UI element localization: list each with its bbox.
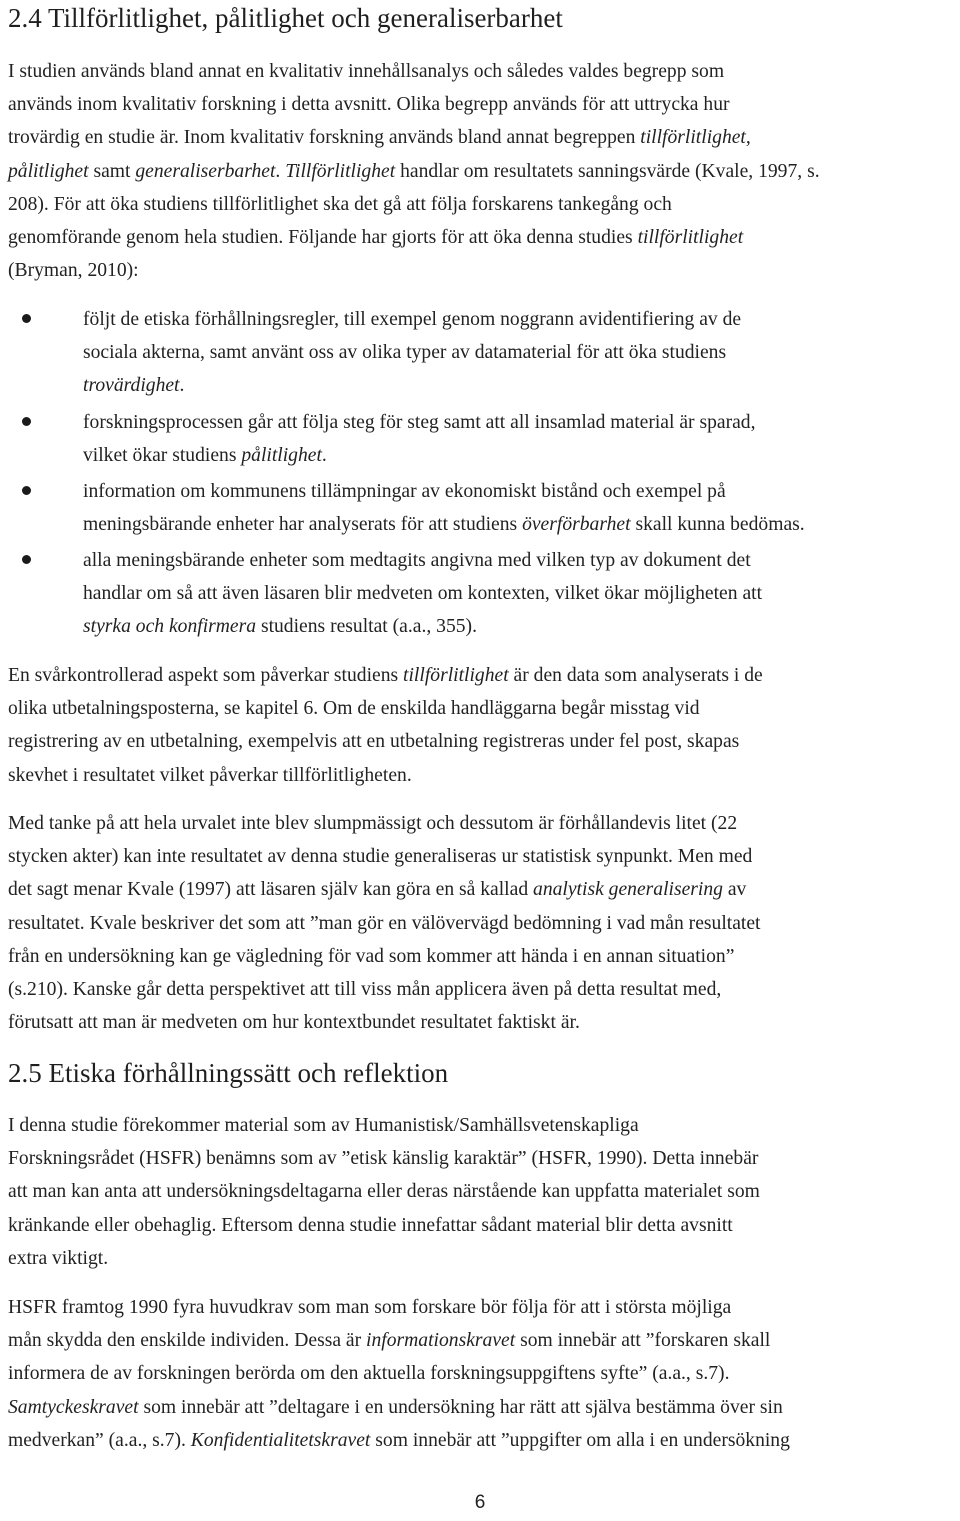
paragraph-reliability-intro: I studien används bland annat en kvalitativ innehållsanalys och således valdes begrepp som används inom kvalitativ forskning i detta avsnitt. Olika begrepp används för att uttrycka hur trovärdig en studie är. Inom kvalitativ forskning används bland annat begreppen tillförlitlighet, pålitlighet samt generaliserbarhet. Tillförlitlighet handlar om resultatets sanningsvärde (Kvale, 1997, s. 208). För att öka studiens tillförlitlighet ska det gå att följa forskarens tankegång och genomförande genom hela studien. Följande har gjorts för att öka denna studies tillförlitlighet (Bryman, 2010): <box>8 61 820 282</box>
paragraph-hard-to-control-aspect: En svårkontrollerad aspekt som påverkar studiens tillförlitlighet är den data som analyserats i de olika utbetalningsposterna, se kapitel 6. Om de enskilda handläggarna begår misstag vid registrering av en utbetalning, exempelvis att en utbetalning registreras under fel post, skapas skevhet i resultatet vilket påverkar tillförlitligheten. <box>8 665 763 786</box>
bullet-icon <box>22 555 31 564</box>
bullet-icon <box>22 417 31 426</box>
document-page: 2.4 Tillförlitlighet, pålitlighet och generaliserbarhet I studien används bland annat en kvalitativ innehållsanalys och således valdes begrepp som används inom kvalitativ forskning i detta avsnitt. Olika begrepp används för att uttrycka hur trovärdig en studie är. Inom kvalitativ forskning används bland annat begreppen tillförlitlighet, pålitlighet samt generaliserbarhet. Tillförlitlighet handlar om resultatets sanningsvärde (Kvale, 1997, s. 208). För att öka studiens tillförlitlighet ska det gå att följa forskarens tankegång och genomförande genom hela studien. Följande har gjorts för att öka denna studies tillförlitlighet (Bryman, 2010): följt de etiska förhållningsregler, till exempel genom noggrann avidentifiering av de sociala akterna, samt använt oss av olika typer av datamaterial för att öka studiens trovärdighet. forskningsprocessen går att följa steg för steg samt att all insamlad material är sparad, vilket ökar studiens pålitlighet. information om kommunens tillämpningar av ekonomiskt bistånd och exempel på meningsbärande enheter har analyserats för att studiens överförbarhet skall kunna bedömas. alla meningsbärande enheter som medtagits angivna med vilken typ av dokument det handlar om så att även läsaren blir medveten om kontexten, vilket ökar möjligheten att styrka och konfirmera studiens resultat (a.a., 355). En svårkontrollerad aspekt som påverkar studiens tillförlitlighet är den data som analyserats i de olika utbetalningsposterna, se kapitel 6. Om de enskilda handläggarna begår misstag vid registrering av en utbetalning, exempelvis att en utbetalning registreras under fel post, skapas skevhet i resultatet vilket påverkar tillförlitligheten. Med tanke på att hela urvalet inte blev slumpmässigt och dessutom är förhållandevis litet (22 stycken akter) kan inte resultatet av denna studie generaliseras ur statistisk synpunkt. Men med det sagt menar Kvale (1997) att läsaren själv kan göra en så kallad analytisk generalisering av resultatet. Kvale beskriver det som att ”man gör en välövervägd bedömning i vad mån resultatet från en undersökning kan ge vägledning för vad som kommer att hända i en annan situation” (s.210). Kanske går detta perspektivet att till viss mån applicera även på detta resultat med, förutsatt att man är medveten om hur kontextbundet resultatet faktiskt är. 2.5 Etiska förhållningssätt och reflektion I denna studie förekommer material som av Humanistisk/Samhällsvetenskapliga Forskningsrådet (HSFR) benämns som av ”etisk känslig karaktär” (HSFR, 1990). Detta innebär att man kan anta att undersökningsdeltagarna eller deras närstående kan uppfatta materialet som kränkande eller obehaglig. Eftersom denna studie innefattar sådant material blir detta avsnitt extra viktigt. HSFR framtog 1990 fyra huvudkrav som man som forskare bör följa för att i största möjliga mån skydda den enskilde individen. Dessa är informationskravet som innebär att ”forskaren skall informera de av forskningen berörda om den aktuella forskningsuppgiftens syfte” (a.a., s.7). Samtyckeskravet som innebär att ”deltagare i en undersökning har rätt att själva bestämma över sin medverkan” (a.a., s.7). Konfidentialitetskravet som innebär att ”uppgifter om alla i en undersökning 6 <box>0 0 960 1521</box>
bullet-icon <box>22 486 31 495</box>
page-number: 6 <box>474 1492 486 1513</box>
section-heading-2-4: 2.4 Tillförlitlighet, pålitlighet och generaliserbarhet <box>8 3 563 33</box>
paragraph-ethics-intro: I denna studie förekommer material som av Humanistisk/Samhällsvetenskapliga Forskningsrådet (HSFR) benämns som av ”etisk känslig karaktär” (HSFR, 1990). Detta innebär att man kan anta att undersökningsdeltagarna eller deras närstående kan uppfatta materialet som kränkande eller obehaglig. Eftersom denna studie innefattar sådant material blir detta avsnitt extra viktigt. <box>8 1115 760 1269</box>
paragraph-generalisation: Med tanke på att hela urvalet inte blev slumpmässigt och dessutom är förhållandevis litet (22 stycken akter) kan inte resultatet av denna studie generaliseras ur statistisk synpunkt. Men med det sagt menar Kvale (1997) att läsaren själv kan göra en så kallad analytisk generalisering av resultatet. Kvale beskriver det som att ”man gör en välövervägd bedömning i vad mån resultatet från en undersökning kan ge vägledning för vad som kommer att hända i en annan situation” (s.210). Kanske går detta perspektivet att till viss mån applicera även på detta resultat med, förutsatt att man är medveten om hur kontextbundet resultatet faktiskt är. <box>8 813 761 1034</box>
section-heading-2-5: 2.5 Etiska förhållningssätt och reflektion <box>8 1058 449 1088</box>
paragraph-hsfr-requirements: HSFR framtog 1990 fyra huvudkrav som man som forskare bör följa för att i största möjliga mån skydda den enskilde individen. Dessa är informationskravet som innebär att ”forskaren skall informera de av forskningen berörda om den aktuella forskningsuppgiftens syfte” (a.a., s.7). Samtyckeskravet som innebär att ”deltagare i en undersökning har rätt att själva bestämma över sin medverkan” (a.a., s.7). Konfidentialitetskravet som innebär att ”uppgifter om alla i en undersökning <box>8 1297 790 1451</box>
bullet-icon <box>22 314 31 323</box>
